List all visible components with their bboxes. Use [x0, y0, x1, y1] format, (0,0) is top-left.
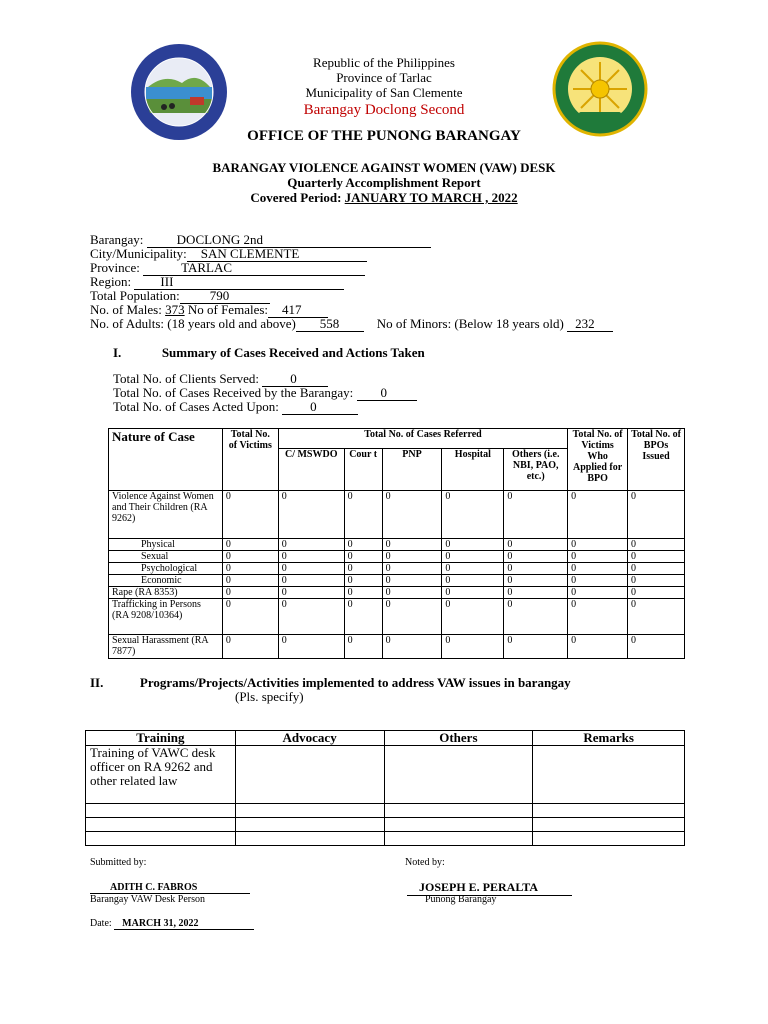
section-2-subtitle: (Pls. specify)	[235, 689, 304, 704]
report-title: BARANGAY VIOLENCE AGAINST WOMEN (VAW) DESK	[212, 160, 556, 175]
case-type-label: Physical	[109, 539, 223, 551]
case-count-cell: 0	[222, 575, 278, 587]
adults-label: No. of Adults: (18 years old and above)	[90, 316, 296, 331]
programs-table	[85, 730, 685, 846]
case-type-label: Trafficking in Persons (RA 9208/10364)	[109, 599, 223, 635]
table-row	[109, 587, 685, 599]
date-value: MARCH 31, 2022	[114, 918, 254, 930]
case-count-cell: 0	[278, 575, 344, 587]
minors-label: No of Minors: (Below 18 years old)	[376, 316, 564, 331]
header-total-referred: Total No. of Cases Referred	[278, 429, 567, 449]
case-count-cell: 0	[442, 563, 504, 575]
case-count-cell: 0	[222, 587, 278, 599]
case-count-cell: 0	[504, 587, 568, 599]
adults-value: 558	[296, 317, 364, 332]
case-count-cell: 0	[628, 563, 685, 575]
header-applied-bpo: Total No. of Victims Who Applied for BPO	[568, 429, 628, 491]
table-row	[109, 575, 685, 587]
population-value: 790	[180, 289, 270, 304]
case-count-cell: 0	[568, 539, 628, 551]
section-2-heading	[90, 675, 571, 691]
case-count-cell: 0	[382, 575, 442, 587]
case-count-cell: 0	[382, 563, 442, 575]
province-label: Province:	[90, 260, 144, 275]
case-count-cell: 0	[222, 551, 278, 563]
noted-by-label: Noted by:	[405, 857, 445, 868]
case-count-cell: 0	[222, 599, 278, 635]
header-training: Training	[86, 731, 236, 746]
case-count-cell: 0	[278, 551, 344, 563]
table-row	[86, 818, 685, 832]
case-count-cell: 0	[504, 575, 568, 587]
case-count-cell: 0	[628, 575, 685, 587]
header-advocacy: Advocacy	[235, 731, 384, 746]
case-count-cell: 0	[442, 587, 504, 599]
region-label: Region:	[90, 274, 135, 289]
case-count-cell: 0	[628, 587, 685, 599]
table-row	[86, 804, 685, 818]
case-count-cell: 0	[568, 599, 628, 635]
case-count-cell: 0	[628, 635, 685, 659]
header-court: Cour t	[344, 449, 382, 491]
office-title: OFFICE OF THE PUNONG BARANGAY	[247, 128, 521, 144]
period-value: JANUARY TO MARCH , 2022	[344, 190, 518, 205]
case-count-cell: 0	[504, 539, 568, 551]
case-count-cell: 0	[504, 563, 568, 575]
section-1-number: I.	[113, 345, 122, 360]
report-subtitle: Quarterly Accomplishment Report	[287, 175, 481, 190]
header-total-victims: Total No. of Victims	[222, 429, 278, 491]
case-count-cell: 0	[344, 551, 382, 563]
case-count-cell: 0	[568, 491, 628, 539]
barangay-value: DOCLONG 2nd	[147, 233, 431, 248]
case-count-cell: 0	[222, 491, 278, 539]
case-count-cell: 0	[442, 635, 504, 659]
period-label: Covered Period:	[250, 190, 345, 205]
submitter-role: Barangay VAW Desk Person	[90, 894, 206, 905]
case-count-cell: 0	[278, 491, 344, 539]
date-line	[90, 918, 254, 930]
case-count-cell: 0	[442, 599, 504, 635]
case-count-cell: 0	[442, 491, 504, 539]
case-count-cell: 0	[222, 563, 278, 575]
case-count-cell: 0	[222, 635, 278, 659]
section-2-title: Programs/Projects/Activities implemented to address VAW issues in barangay	[139, 675, 571, 690]
table-row	[86, 746, 685, 804]
case-count-cell: 0	[344, 539, 382, 551]
header-remarks: Remarks	[533, 731, 685, 746]
females-label: No of Females:	[187, 302, 269, 317]
cases-table	[108, 428, 685, 659]
table-row	[109, 563, 685, 575]
case-count-cell: 0	[568, 575, 628, 587]
header-others: Others (i.e. NBI, PAO, etc.)	[504, 449, 568, 491]
clients-label: Total No. of Clients Served:	[113, 371, 263, 386]
acted-value: 0	[282, 400, 358, 415]
city-value: SAN CLEMENTE	[187, 247, 367, 262]
received-label: Total No. of Cases Received by the Barangay:	[113, 385, 357, 400]
cases-acted-line	[113, 400, 358, 415]
case-count-cell: 0	[382, 587, 442, 599]
case-count-cell: 0	[504, 491, 568, 539]
header-barangay-name: Barangay Doclong Second	[303, 102, 465, 118]
cases-table-body	[109, 491, 685, 659]
noter-name: JOSEPH E. PERALTA	[407, 880, 572, 896]
case-count-cell: 0	[382, 491, 442, 539]
case-count-cell: 0	[344, 563, 382, 575]
case-count-cell: 0	[568, 563, 628, 575]
header-line-1: Republic of the Philippines	[313, 55, 455, 70]
case-type-label: Sexual	[109, 551, 223, 563]
table-row	[109, 635, 685, 659]
table-row	[109, 491, 685, 539]
case-count-cell: 0	[382, 599, 442, 635]
header-hospital: Hospital	[442, 449, 504, 491]
clients-value: 0	[262, 372, 328, 387]
covered-period	[0, 190, 768, 205]
case-type-label: Rape (RA 8353)	[109, 587, 223, 599]
case-type-label: Violence Against Women and Their Children (RA 9262)	[109, 491, 223, 539]
case-count-cell: 0	[628, 599, 685, 635]
acted-label: Total No. of Cases Acted Upon:	[113, 399, 283, 414]
header-line-2: Province of Tarlac	[336, 70, 432, 85]
report-title-block	[0, 160, 768, 205]
barangay-label: Barangay:	[90, 232, 147, 247]
header-nature-of-case: Nature of Case	[109, 429, 223, 491]
minors-value: 232	[567, 317, 613, 332]
case-count-cell: 0	[504, 635, 568, 659]
case-count-cell: 0	[628, 551, 685, 563]
case-count-cell: 0	[382, 635, 442, 659]
section-2-number: II.	[90, 675, 104, 690]
others-cell	[384, 746, 533, 804]
males-value: 373	[165, 302, 185, 317]
section-1-heading	[113, 345, 425, 361]
case-count-cell: 0	[504, 551, 568, 563]
case-count-cell: 0	[568, 551, 628, 563]
header-mswdo: C/ MSWDO	[278, 449, 344, 491]
case-count-cell: 0	[568, 587, 628, 599]
case-count-cell: 0	[278, 635, 344, 659]
population-label: Total Population:	[90, 288, 180, 303]
case-count-cell: 0	[382, 539, 442, 551]
case-count-cell: 0	[278, 563, 344, 575]
case-count-cell: 0	[382, 551, 442, 563]
header-others-programs: Others	[384, 731, 533, 746]
letterhead	[0, 55, 768, 120]
case-count-cell: 0	[628, 539, 685, 551]
table-row	[109, 599, 685, 635]
section-1-title: Summary of Cases Received and Actions Taken	[161, 345, 425, 360]
case-count-cell: 0	[442, 575, 504, 587]
adults-minors-line	[90, 317, 613, 332]
males-label: No. of Males:	[90, 302, 166, 317]
case-count-cell: 0	[344, 491, 382, 539]
case-count-cell: 0	[278, 587, 344, 599]
date-label: Date:	[90, 918, 115, 929]
case-type-label: Sexual Harassment (RA 7877)	[109, 635, 223, 659]
header-pnp: PNP	[382, 449, 442, 491]
case-count-cell: 0	[504, 599, 568, 635]
header-line-3: Municipality of San Clemente	[305, 85, 463, 100]
table-row	[86, 832, 685, 846]
advocacy-cell	[235, 746, 384, 804]
noter-role: Punong Barangay	[425, 894, 497, 905]
case-type-label: Economic	[109, 575, 223, 587]
header-bpos-issued: Total No. of BPOs Issued	[628, 429, 685, 491]
city-label: City/Municipality:	[90, 246, 187, 261]
case-count-cell: 0	[568, 635, 628, 659]
case-count-cell: 0	[222, 539, 278, 551]
received-value: 0	[357, 386, 417, 401]
case-count-cell: 0	[442, 539, 504, 551]
region-value: III	[134, 275, 344, 290]
training-cell: Training of VAWC desk officer on RA 9262 and other related law	[86, 746, 236, 804]
case-count-cell: 0	[278, 539, 344, 551]
table-row	[109, 551, 685, 563]
table-row	[109, 539, 685, 551]
submitter-name: ADITH C. FABROS	[90, 882, 250, 894]
case-count-cell: 0	[344, 635, 382, 659]
remarks-cell	[533, 746, 685, 804]
case-count-cell: 0	[344, 599, 382, 635]
case-count-cell: 0	[442, 551, 504, 563]
province-value: TARLAC	[143, 261, 365, 276]
case-type-label: Psychological	[109, 563, 223, 575]
case-count-cell: 0	[628, 491, 685, 539]
females-value: 417	[268, 303, 328, 318]
submitted-by-label: Submitted by:	[90, 857, 147, 868]
case-count-cell: 0	[344, 587, 382, 599]
case-count-cell: 0	[278, 599, 344, 635]
case-count-cell: 0	[344, 575, 382, 587]
